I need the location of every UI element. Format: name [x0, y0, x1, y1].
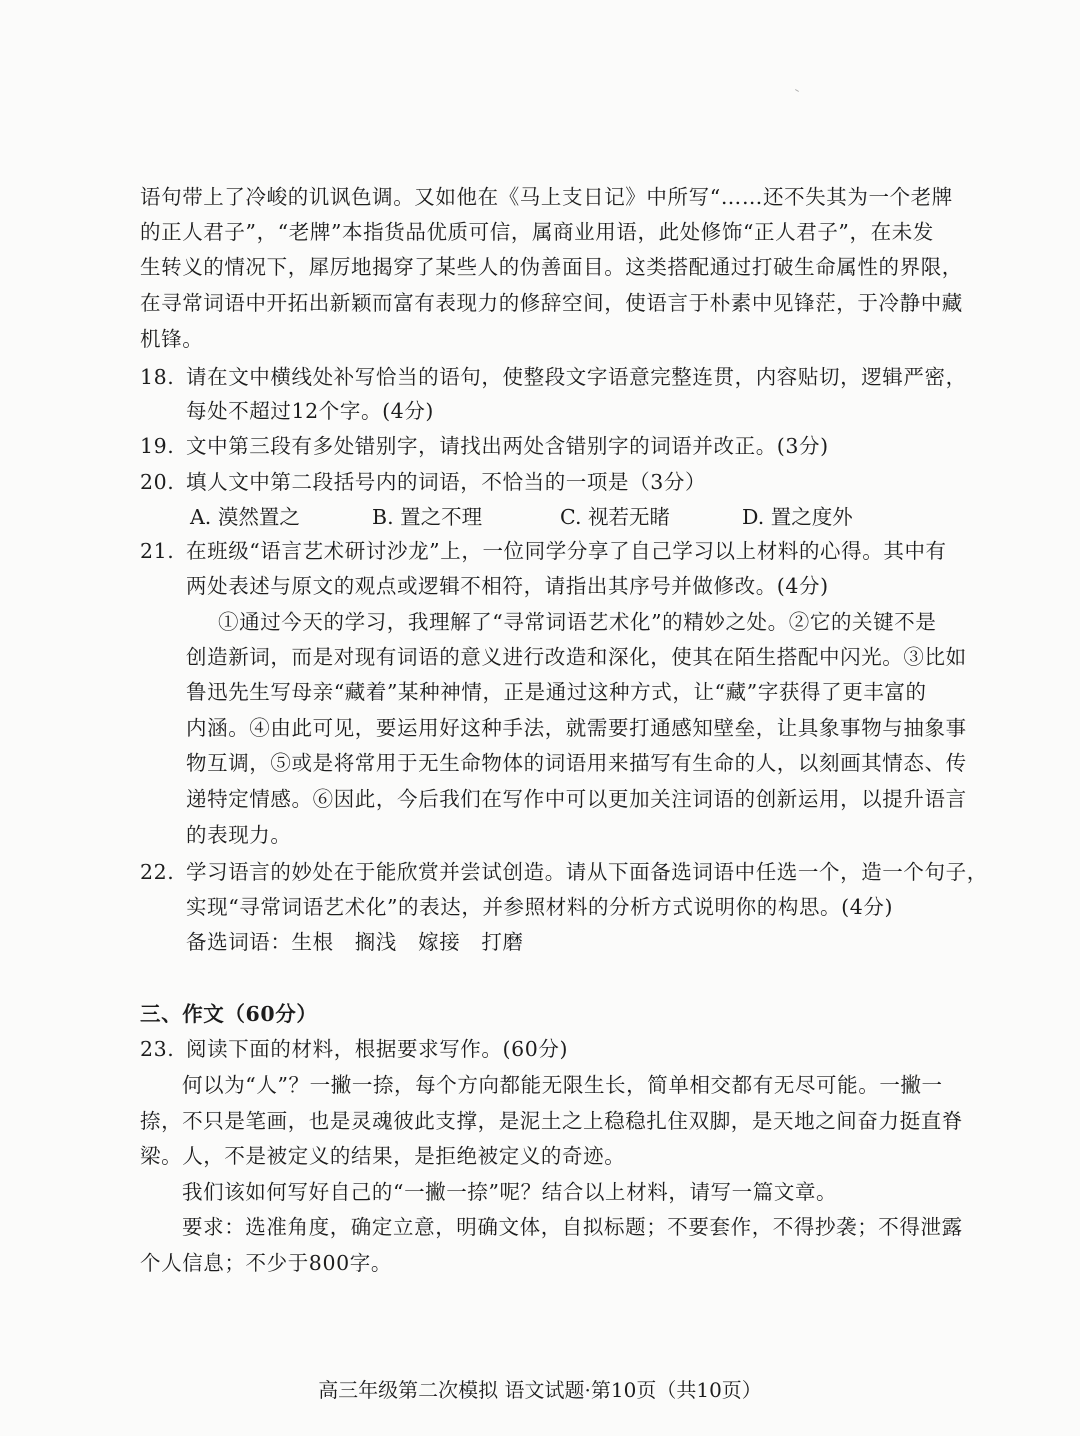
question-text: 每处不超过12个字。(4分)	[186, 399, 435, 423]
excerpt-line: 递特定情感。⑥因此，今后我们在写作中可以更加关注词语的创新运用，以提升语言	[186, 787, 967, 811]
question-text: 在班级“语言艺术研讨沙龙”上，一位同学分享了自己学习以上材料的心得。其中有	[186, 539, 947, 563]
passage-line: 在寻常词语中开拓出新颖而富有表现力的修辞空间，使语言于朴素中见锋茫，于冷静中藏	[140, 291, 963, 315]
requirements-line: 要求：选准角度，确定立意，明确文体，自拟标题；不要套作，不得抄袭；不得泄露	[182, 1215, 963, 1239]
question-number: 23.	[140, 1037, 175, 1061]
option-b: B. 置之不理	[372, 505, 483, 529]
passage-line: 生转义的情况下，犀厉地揭穿了某些人的伪善面目。这类搭配通过打破生命属性的界限，	[140, 255, 963, 279]
question-text: 实现“寻常词语艺术化”的表达，并参照材料的分析方式说明你的构思。(4分)	[186, 895, 894, 919]
material-line: 捺，不只是笔画，也是灵魂彼此支撑，是泥土之上稳稳扎住双脚，是天地之间奋力挺直脊	[140, 1109, 963, 1133]
excerpt-line: 物互调，⑤或是将常用于无生命物体的词语用来描写有生命的人，以刻画其情态、传	[186, 751, 967, 775]
question-text: 两处表述与原文的观点或逻辑不相符，请指出其序号并做修改。(4分)	[186, 574, 829, 598]
question-text: 阅读下面的材料，根据要求写作。(60分)	[186, 1037, 569, 1061]
question-number: 20.	[140, 470, 175, 494]
question-number: 21.	[140, 539, 175, 563]
question-text: 学习语言的妙处在于能欣赏并尝试创造。请从下面备选词语中任选一个，造一个句子，	[186, 860, 988, 884]
scan-speck	[795, 89, 799, 92]
question-number: 19.	[140, 434, 175, 458]
passage-line: 语句带上了冷峻的讥讽色调。又如他在《马上支日记》中所写“……还不失其为一个老牌	[140, 185, 953, 209]
excerpt-line: ①通过今天的学习，我理解了“寻常词语艺术化”的精妙之处。②它的关键不是	[218, 610, 937, 634]
option-d: D. 置之度外	[742, 505, 853, 529]
page-footer: 高三年级第二次模拟 语文试题·第10页（共10页）	[318, 1378, 762, 1402]
requirements-line: 个人信息；不少于800字。	[140, 1251, 392, 1275]
excerpt-line: 鲁迅先生写母亲“藏着”某种神情，正是通过这种方式，让“藏”字获得了更丰富的	[186, 680, 927, 704]
option-c: C. 视若无睹	[560, 505, 670, 529]
task-line: 我们该如何写好自己的“一撇一捺”呢？结合以上材料，请写一篇文章。	[182, 1180, 838, 1204]
passage-line: 的正人君子”，“老牌”本指货品优质可信，属商业用语，此处修饰“正人君子”，在未发	[140, 220, 934, 244]
material-line: 何以为“人”？一撇一捺，每个方向都能无限生长，简单相交都有无尽可能。一撇一	[182, 1073, 943, 1097]
question-number: 22.	[140, 860, 175, 884]
excerpt-line: 的表现力。	[186, 823, 292, 847]
excerpt-line: 内涵。④由此可见，要运用好这种手法，就需要打通感知壁垒，让具象事物与抽象事	[186, 716, 967, 740]
question-text: 请在文中横线处补写恰当的语句，使整段文字语意完整连贯，内容贴切，逻辑严密，	[186, 365, 967, 389]
question-text: 填人文中第二段括号内的词语，不恰当的一项是（3分）	[186, 470, 707, 494]
option-a: A. 漠然置之	[190, 505, 300, 529]
section-heading: 三、作文（60分）	[140, 1002, 318, 1026]
question-text: 文中第三段有多处错别字，请找出两处含错别字的词语并改正。(3分)	[186, 434, 829, 458]
candidate-words: 备选词语：生根 搁浅 嫁接 打磨	[186, 930, 524, 954]
passage-line: 机锋。	[140, 327, 204, 351]
question-number: 18.	[140, 365, 175, 389]
excerpt-line: 创造新词，而是对现有词语的意义进行改造和深化，使其在陌生搭配中闪光。③比如	[186, 645, 967, 669]
material-line: 梁。人，不是被定义的结果，是拒绝被定义的奇迹。	[140, 1144, 626, 1168]
